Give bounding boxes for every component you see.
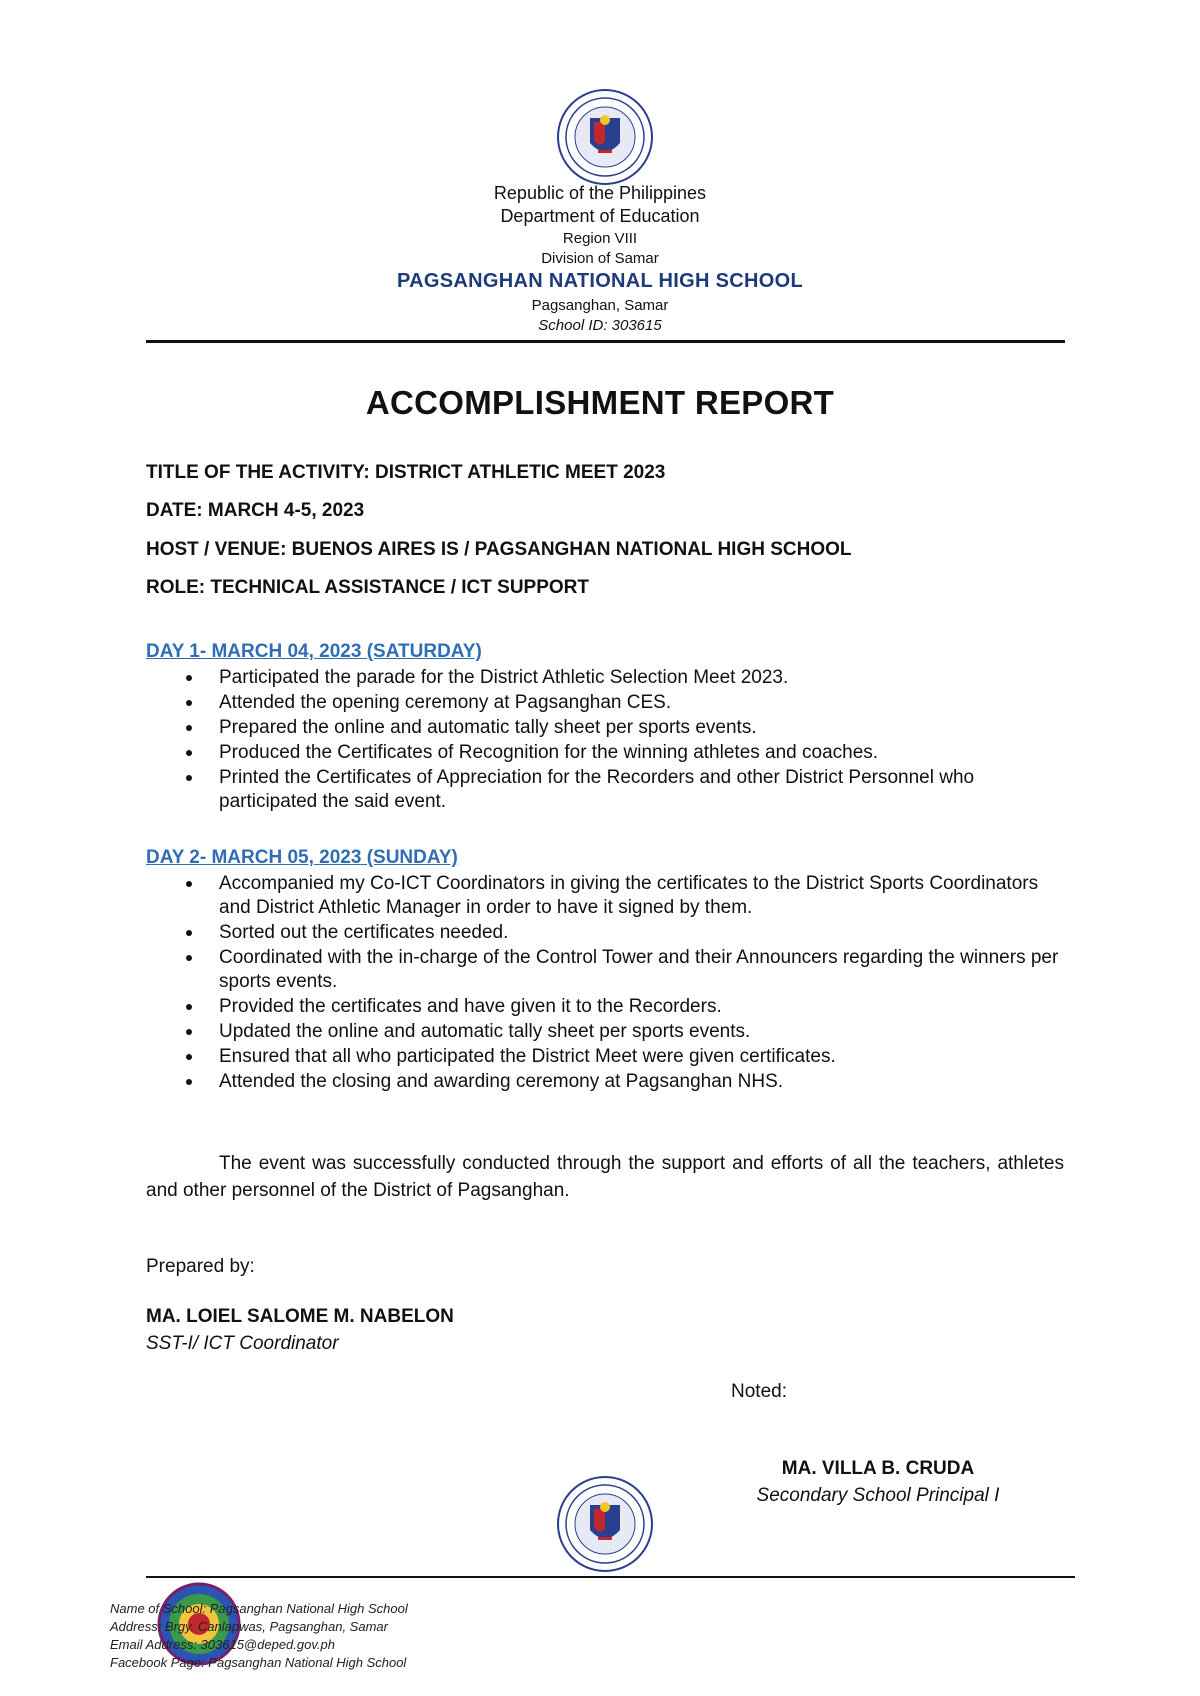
activity-venue: HOST / VENUE: BUENOS AIRES IS / PAGSANGHAN NATIONAL HIGH SCHOOL xyxy=(146,539,852,560)
header-region: Region VIII xyxy=(562,230,638,247)
header-school-id: School ID: 303615 xyxy=(538,317,662,334)
list-item: Updated the online and automatic tally sheet per sports events. xyxy=(146,1020,1066,1044)
list-item: Produced the Certificates of Recognition for the winning athletes and coaches. xyxy=(146,741,1066,765)
header-republic: Republic of the Philippines xyxy=(493,183,707,203)
activity-date: DATE: MARCH 4-5, 2023 xyxy=(146,500,365,521)
day1-heading: DAY 1- MARCH 04, 2023 (SATURDAY) xyxy=(146,641,482,662)
list-item: Sorted out the certificates needed. xyxy=(146,921,1066,945)
header-department: Department of Education xyxy=(500,206,700,226)
header-school-name: PAGSANGHAN NATIONAL HIGH SCHOOL xyxy=(397,270,803,292)
header-division: Division of Samar xyxy=(541,250,659,267)
footer-address: Address: Brgy. Canlapwas, Pagsanghan, Samar xyxy=(110,1619,388,1634)
header-divider xyxy=(146,340,1065,343)
deped-seal-bottom xyxy=(556,1475,654,1573)
prepared-role: SST-I/ ICT Coordinator xyxy=(146,1333,339,1354)
footer-divider xyxy=(146,1576,1075,1578)
list-item: Attended the closing and awarding ceremony at Pagsanghan NHS. xyxy=(146,1070,1066,1094)
conclusion-paragraph: The event was successfully conducted through the support and efforts of all the teachers, athletes and other personnel of the District of Pagsanghan. xyxy=(146,1153,1064,1201)
noted-role: Secondary School Principal I xyxy=(756,1485,1000,1506)
activity-role: ROLE: TECHNICAL ASSISTANCE / ICT SUPPORT xyxy=(146,577,590,598)
noted-name: MA. VILLA B. CRUDA xyxy=(781,1458,975,1479)
footer-school: Name of School: Pagsanghan National High School xyxy=(110,1601,408,1616)
activity-title: TITLE OF THE ACTIVITY: DISTRICT ATHLETIC MEET 2023 xyxy=(146,462,666,483)
list-item: Coordinated with the in-charge of the Control Tower and their Announcers regarding the winners per sports events. xyxy=(146,946,1066,994)
footer-email: Email Address: 303615@deped.gov.ph xyxy=(110,1637,335,1652)
list-item: Printed the Certificates of Appreciation for the Recorders and other District Personnel who participated the said event. xyxy=(146,766,1066,814)
list-item: Participated the parade for the District Athletic Selection Meet 2023. xyxy=(146,666,1066,690)
day1-list xyxy=(146,666,1066,815)
footer-facebook: Facebook Page: Pagsanghan National High School xyxy=(110,1655,407,1670)
noted-label: Noted: xyxy=(731,1381,787,1402)
list-item: Prepared the online and automatic tally sheet per sports events. xyxy=(146,716,1066,740)
list-item: Accompanied my Co-ICT Coordinators in giving the certificates to the District Sports Coordinators and District Athletic Manager in order to have it signed by them. xyxy=(146,872,1066,920)
list-item: Attended the opening ceremony at Pagsanghan CES. xyxy=(146,691,1066,715)
report-title: ACCOMPLISHMENT REPORT xyxy=(365,384,835,421)
list-item: Provided the certificates and have given it to the Recorders. xyxy=(146,995,1066,1019)
day2-heading: DAY 2- MARCH 05, 2023 (SUNDAY) xyxy=(146,847,458,868)
prepared-name: MA. LOIEL SALOME M. NABELON xyxy=(146,1306,454,1327)
day2-list xyxy=(146,872,1066,1095)
deped-seal-top xyxy=(556,88,654,186)
list-item: Ensured that all who participated the District Meet were given certificates. xyxy=(146,1045,1066,1069)
prepared-label: Prepared by: xyxy=(146,1256,255,1277)
header-location: Pagsanghan, Samar xyxy=(531,297,669,314)
